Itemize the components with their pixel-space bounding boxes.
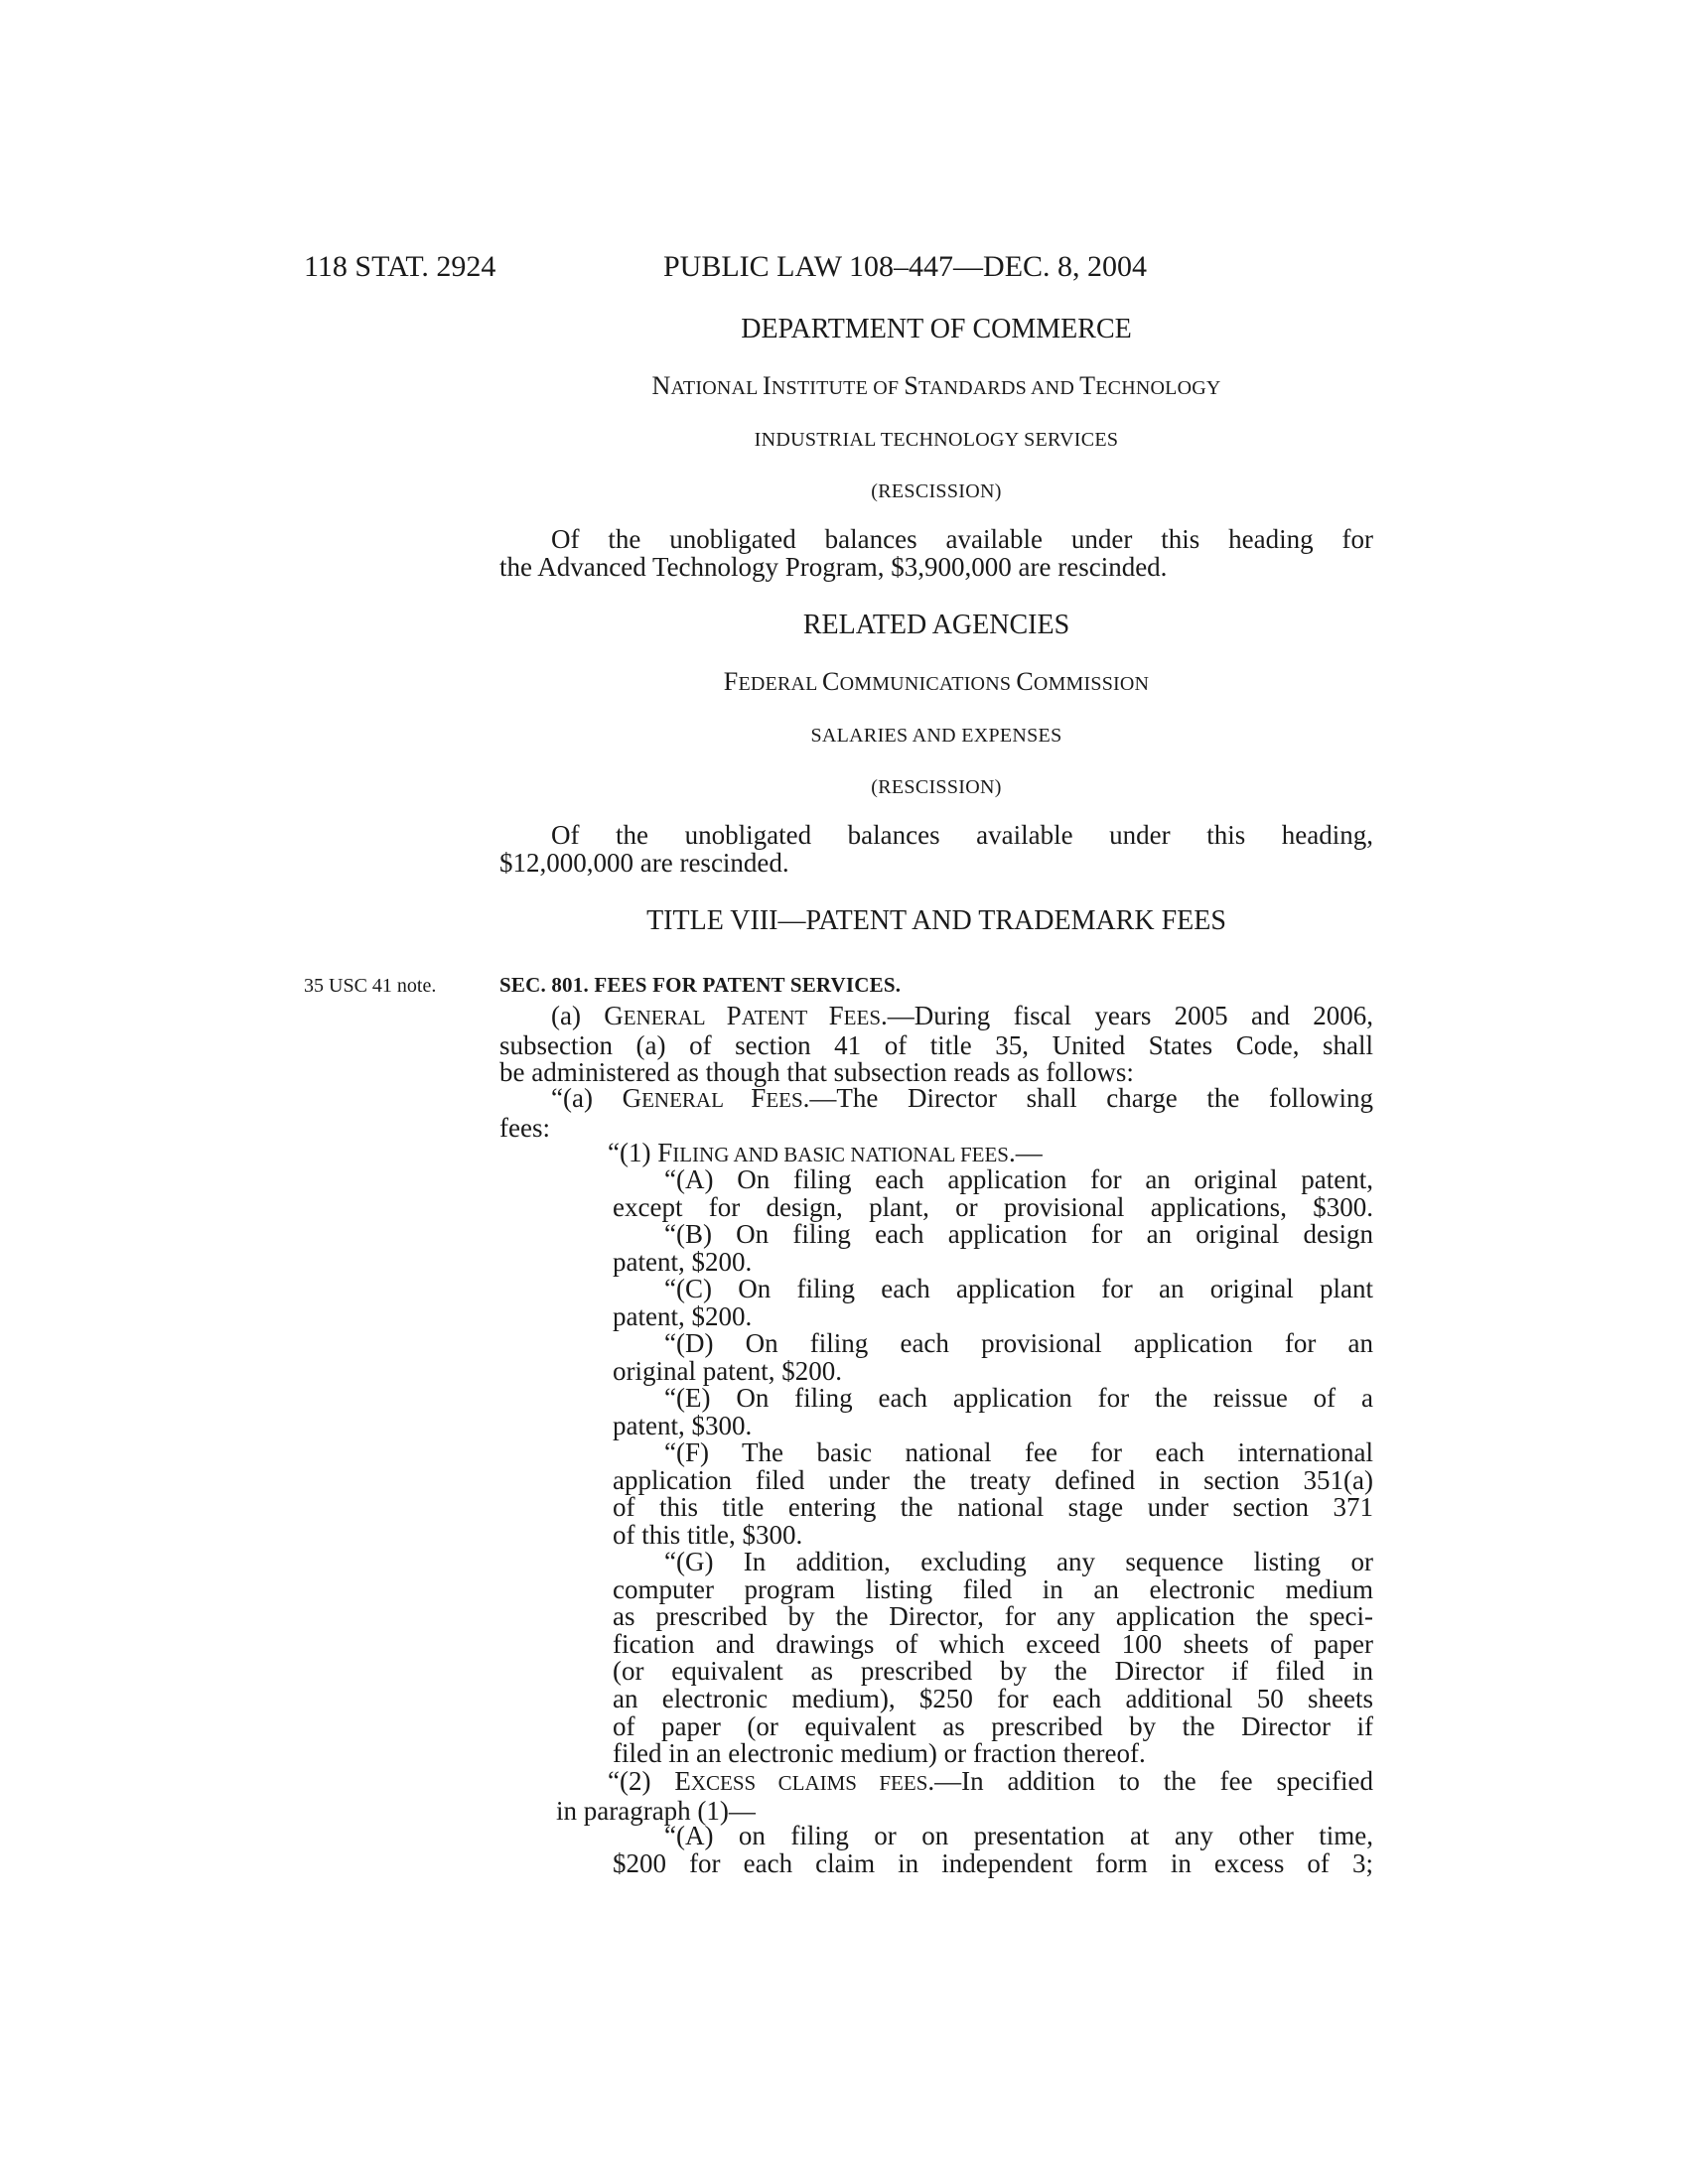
subparagraph-F: “(F) The basic national fee for each international application filed under the treaty defined in section 351(a) of this title entering the national stage under section 371 of this title, $300. xyxy=(613,1437,1373,1550)
agency-heading-nist: NATIONAL INSTITUTE OF STANDARDS AND TECHNOLOGY xyxy=(651,371,1221,400)
quoted-subsection-a-general-fees: “(a) GENERAL FEES.—The Director shall charge the following fees: xyxy=(499,1083,1374,1143)
subparagraph-A: “(A) On filing each application for an original patent, except for design, plant, or provisional applications, $300. xyxy=(613,1164,1373,1222)
commerce-rescission-text: Of the unobligated balances available under this heading for the Advanced Technology Program, $3,900,000 are rescinded. xyxy=(499,524,1373,582)
subparagraph-B: “(B) On filing each application for an original design patent, $200. xyxy=(613,1219,1373,1277)
related-agencies-heading: RELATED AGENCIES xyxy=(802,610,1070,640)
rescission-label: (RESCISSION) xyxy=(871,776,1002,798)
stat-citation: 118 STAT. 2924 xyxy=(304,250,496,283)
subparagraph-G: “(G) In addition, excluding any sequence listing or computer program listing filed in an electronic medium as prescribed by the Director, for any application the speci- fication and drawings of which exceed 100 sheets of paper (or equivalent as prescribed by the Director if filed in an electronic medium), $250 for each additional 50 sheets of paper (or equivalent as prescribed by the Director if filed in an electronic medium) or fraction thereof. xyxy=(613,1547,1373,1769)
department-heading: DEPARTMENT OF COMMERCE xyxy=(741,314,1132,344)
subparagraph-C: “(C) On filing each application for an original plant patent, $200. xyxy=(613,1274,1373,1331)
section-801-heading: SEC. 801. FEES FOR PATENT SERVICES. xyxy=(499,973,902,997)
paragraph-2-subparagraph-A: “(A) on filing or on presentation at any other time, $200 for each claim in independent form in excess of 3; xyxy=(613,1821,1373,1878)
account-heading-its: INDUSTRIAL TECHNOLOGY SERVICES xyxy=(754,429,1119,451)
agency-heading-fcc: FEDERAL COMMUNICATIONS COMMISSION xyxy=(723,667,1150,696)
title-viii-heading: TITLE VIII—PATENT AND TRADEMARK FEES xyxy=(646,905,1226,936)
rescission-label: (RESCISSION) xyxy=(871,480,1002,502)
subparagraph-E: “(E) On filing each application for the reissue of a patent, $300. xyxy=(613,1383,1373,1440)
paragraph-2-excess-claims-fees: “(2) EXCESS CLAIMS FEES.—In addition to the fee specified in paragraph (1)— xyxy=(556,1766,1373,1826)
fcc-rescission-text: Of the unobligated balances available under this heading, $12,000,000 are rescinded. xyxy=(499,820,1373,878)
subparagraph-D: “(D) On filing each provisional application for an original patent, $200. xyxy=(613,1328,1373,1386)
margin-note-usc: 35 USC 41 note. xyxy=(304,975,437,997)
paragraph-1-filing-fees: “(1) FILING AND BASIC NATIONAL FEES.— xyxy=(608,1138,1043,1167)
subsection-a-general-patent-fees: (a) GENERAL PATENT FEES.—During fiscal years 2005 and 2006, subsection (a) of section 41 of title 35, United States Code, shall be administered as though that subsection reads as follows: xyxy=(499,1001,1374,1088)
public-law-citation: PUBLIC LAW 108–447—DEC. 8, 2004 xyxy=(663,250,1148,283)
account-heading-salaries: SALARIES AND EXPENSES xyxy=(810,725,1062,747)
